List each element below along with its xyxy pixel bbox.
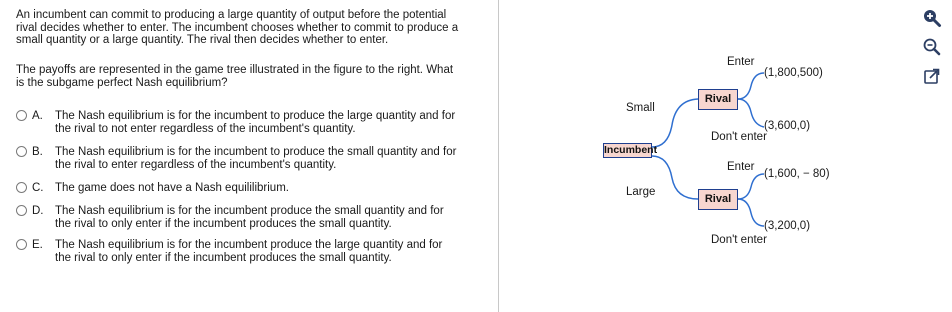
rival-node-bottom: Rival <box>698 189 738 210</box>
zoom-out-icon[interactable] <box>922 37 942 57</box>
question-panel: An incumbent can commit to producing a large quantity of output before the potential rival decides whether to enter. The incumbent chooses whether to commit to produce a small quantity or a large quantity. The rival then decides whether to enter. The payoffs are represented in the game tree illustrated in the figure to the right. What is the subgame perfect Nash equilibrium? A. The Nash equilibrium is for the incumbent to produce the large quantity and for the rival to not enter regardless of the incumbent's quantity. B. The Nash equilibrium is for the incumbent to produce the small quantity and for the rival to enter regardless of the incumbent's quantity. C. The game does not have a Nash equililibrium. D. The Nash equilibrium is for the incumbent produce the small quantity and for the rival to only enter if the incumbent produces the small quantity. E. The Nash equilibrium is for the incumbent produce the large quantity and for the rival to only enter if the incumbent produces the small quantity. <box>0 0 499 312</box>
branch-large <box>652 156 698 199</box>
branch-top-dont <box>738 99 764 127</box>
dont-enter-label-top: Don't enter <box>711 131 767 143</box>
enter-label-top: Enter <box>727 56 755 68</box>
payoff-small-enter: (1,800,500) <box>764 67 823 79</box>
zoom-in-icon[interactable] <box>922 8 942 28</box>
payoff-small-dont: (3,600,0) <box>764 120 811 132</box>
branch-top-enter <box>738 73 764 99</box>
small-label: Small <box>626 102 655 114</box>
enter-label-bottom: Enter <box>727 161 755 173</box>
branch-bottom-enter <box>738 174 764 199</box>
large-label: Large <box>626 186 656 198</box>
payoff-large-dont: (3,200,0) <box>764 220 811 232</box>
rival-node-top: Rival <box>698 89 738 110</box>
branch-small <box>652 99 698 147</box>
question-paragraph-1: An incumbent can commit to producing a large quantity of output before the potential rival decides whether to enter. The incumbent chooses whether to commit to produce a small quantity or a large quantity. The rival then decides whether to enter. <box>16 9 459 46</box>
branch-bottom-dont <box>738 199 764 226</box>
open-external-icon[interactable] <box>922 66 942 86</box>
payoff-large-enter: (1,600, − 80) <box>764 168 830 180</box>
question-paragraph-2: The payoffs are represented in the game tree illustrated in the figure to the right. What is the subgame perfect Nash equilibrium? <box>16 64 454 89</box>
dont-enter-label-bottom: Don't enter <box>711 234 767 246</box>
incumbent-node: Incumbent <box>604 144 658 156</box>
